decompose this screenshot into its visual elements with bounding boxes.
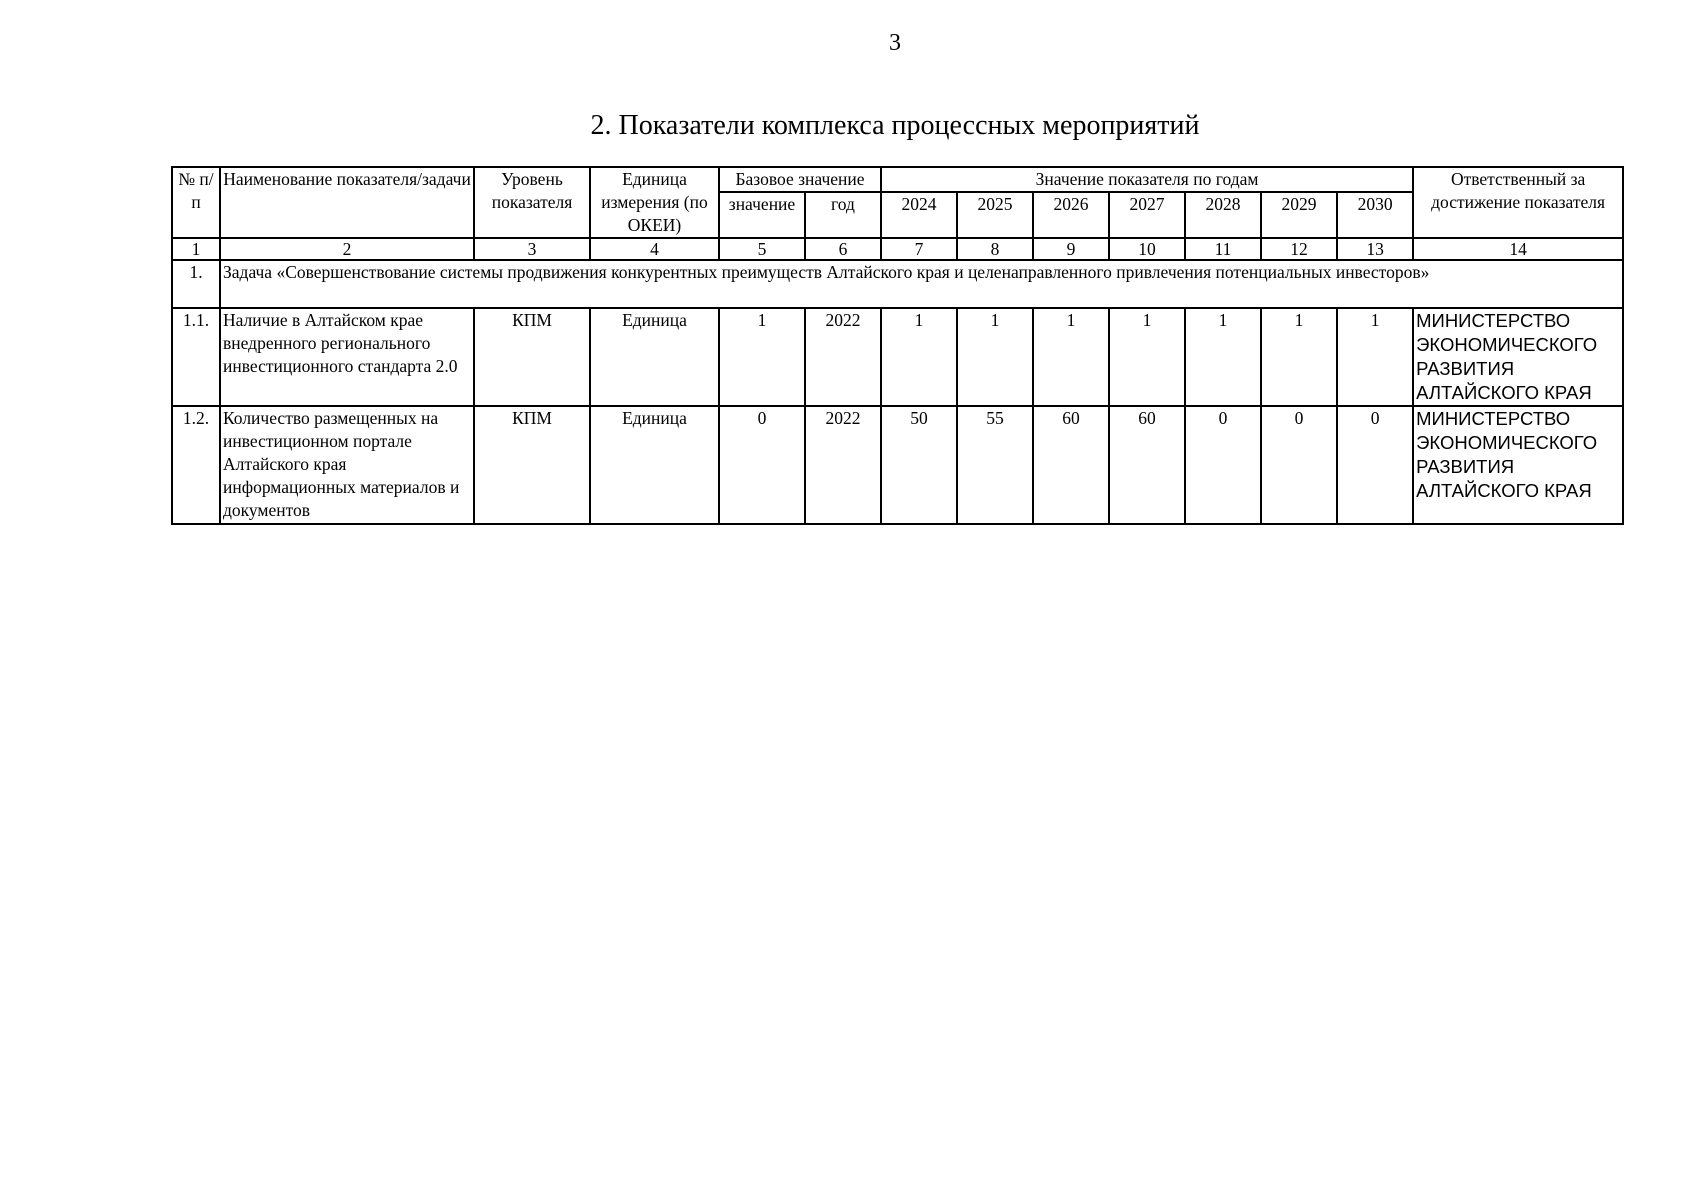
header-num: № п/п: [172, 167, 220, 238]
header-row-1: [172, 167, 1623, 192]
row-value-2027: 60: [1109, 406, 1185, 524]
row-base-value: 1: [719, 308, 805, 406]
column-number: 8: [957, 238, 1033, 260]
header-year-2024: 2024: [881, 192, 957, 238]
indicators-table-wrapper: [171, 166, 1622, 525]
document-title: 2. Показатели комплекса процессных мероприятий: [590, 110, 1200, 141]
column-number: 3: [474, 238, 590, 260]
row-value-2025: 1: [957, 308, 1033, 406]
header-year-2025: 2025: [957, 192, 1033, 238]
task-text: Задача «Совершенствование системы продвижения конкурентных преимуществ Алтайского края и целенаправленного привлечения потенциальных инвесторов»: [220, 260, 1623, 308]
task-num: 1.: [172, 260, 220, 308]
row-indicator-name: Наличие в Алтайском крае внедренного регионального инвестиционного стандарта 2.0: [220, 308, 474, 406]
column-number: 5: [719, 238, 805, 260]
header-year-2029: 2029: [1261, 192, 1337, 238]
column-number: 11: [1185, 238, 1261, 260]
row-level: КПМ: [474, 406, 590, 524]
header-base-group: Базовое значение: [719, 167, 881, 192]
row-value-2029: 1: [1261, 308, 1337, 406]
row-base-value: 0: [719, 406, 805, 524]
header-level: Уровень показателя: [474, 167, 590, 238]
row-value-2024: 1: [881, 308, 957, 406]
row-responsible: МИНИСТЕРСТВО ЭКОНОМИЧЕСКОГО РАЗВИТИЯ АЛТАЙСКОГО КРАЯ: [1413, 308, 1623, 406]
header-year-2027: 2027: [1109, 192, 1185, 238]
row-value-2025: 55: [957, 406, 1033, 524]
row-value-2026: 60: [1033, 406, 1109, 524]
column-number: 9: [1033, 238, 1109, 260]
row-value-2028: 1: [1185, 308, 1261, 406]
header-base-year: год: [805, 192, 881, 238]
header-year-2026: 2026: [1033, 192, 1109, 238]
task-row: [172, 260, 1623, 308]
row-num: 1.1.: [172, 308, 220, 406]
row-responsible: МИНИСТЕРСТВО ЭКОНОМИЧЕСКОГО РАЗВИТИЯ АЛТАЙСКОГО КРАЯ: [1413, 406, 1623, 524]
column-number: 1: [172, 238, 220, 260]
column-number: 7: [881, 238, 957, 260]
row-unit: Единица: [590, 308, 719, 406]
row-num: 1.2.: [172, 406, 220, 524]
row-base-year: 2022: [805, 406, 881, 524]
header-name: Наименование показателя/задачи: [220, 167, 474, 238]
header-years-group: Значение показателя по годам: [881, 167, 1413, 192]
header-year-2028: 2028: [1185, 192, 1261, 238]
column-number: 2: [220, 238, 474, 260]
page-number: 3: [889, 30, 901, 56]
row-value-2030: 0: [1337, 406, 1413, 524]
row-value-2028: 0: [1185, 406, 1261, 524]
row-value-2024: 50: [881, 406, 957, 524]
column-number: 6: [805, 238, 881, 260]
table-row: [172, 308, 1623, 406]
header-base-value: значение: [719, 192, 805, 238]
column-number: 14: [1413, 238, 1623, 260]
row-value-2026: 1: [1033, 308, 1109, 406]
indicators-table: [171, 166, 1624, 525]
row-value-2029: 0: [1261, 406, 1337, 524]
column-number: 13: [1337, 238, 1413, 260]
column-number: 12: [1261, 238, 1337, 260]
row-value-2027: 1: [1109, 308, 1185, 406]
header-responsible: Ответственный за достижение показателя: [1413, 167, 1623, 238]
column-number-row: [172, 238, 1623, 260]
row-indicator-name: Количество размещенных на инвестиционном портале Алтайского края информационных материалов и документов: [220, 406, 474, 524]
table-row: [172, 406, 1623, 524]
row-unit: Единица: [590, 406, 719, 524]
row-base-year: 2022: [805, 308, 881, 406]
row-value-2030: 1: [1337, 308, 1413, 406]
column-number: 4: [590, 238, 719, 260]
header-year-2030: 2030: [1337, 192, 1413, 238]
header-unit: Единица измерения (по ОКЕИ): [590, 167, 719, 238]
row-level: КПМ: [474, 308, 590, 406]
column-number: 10: [1109, 238, 1185, 260]
